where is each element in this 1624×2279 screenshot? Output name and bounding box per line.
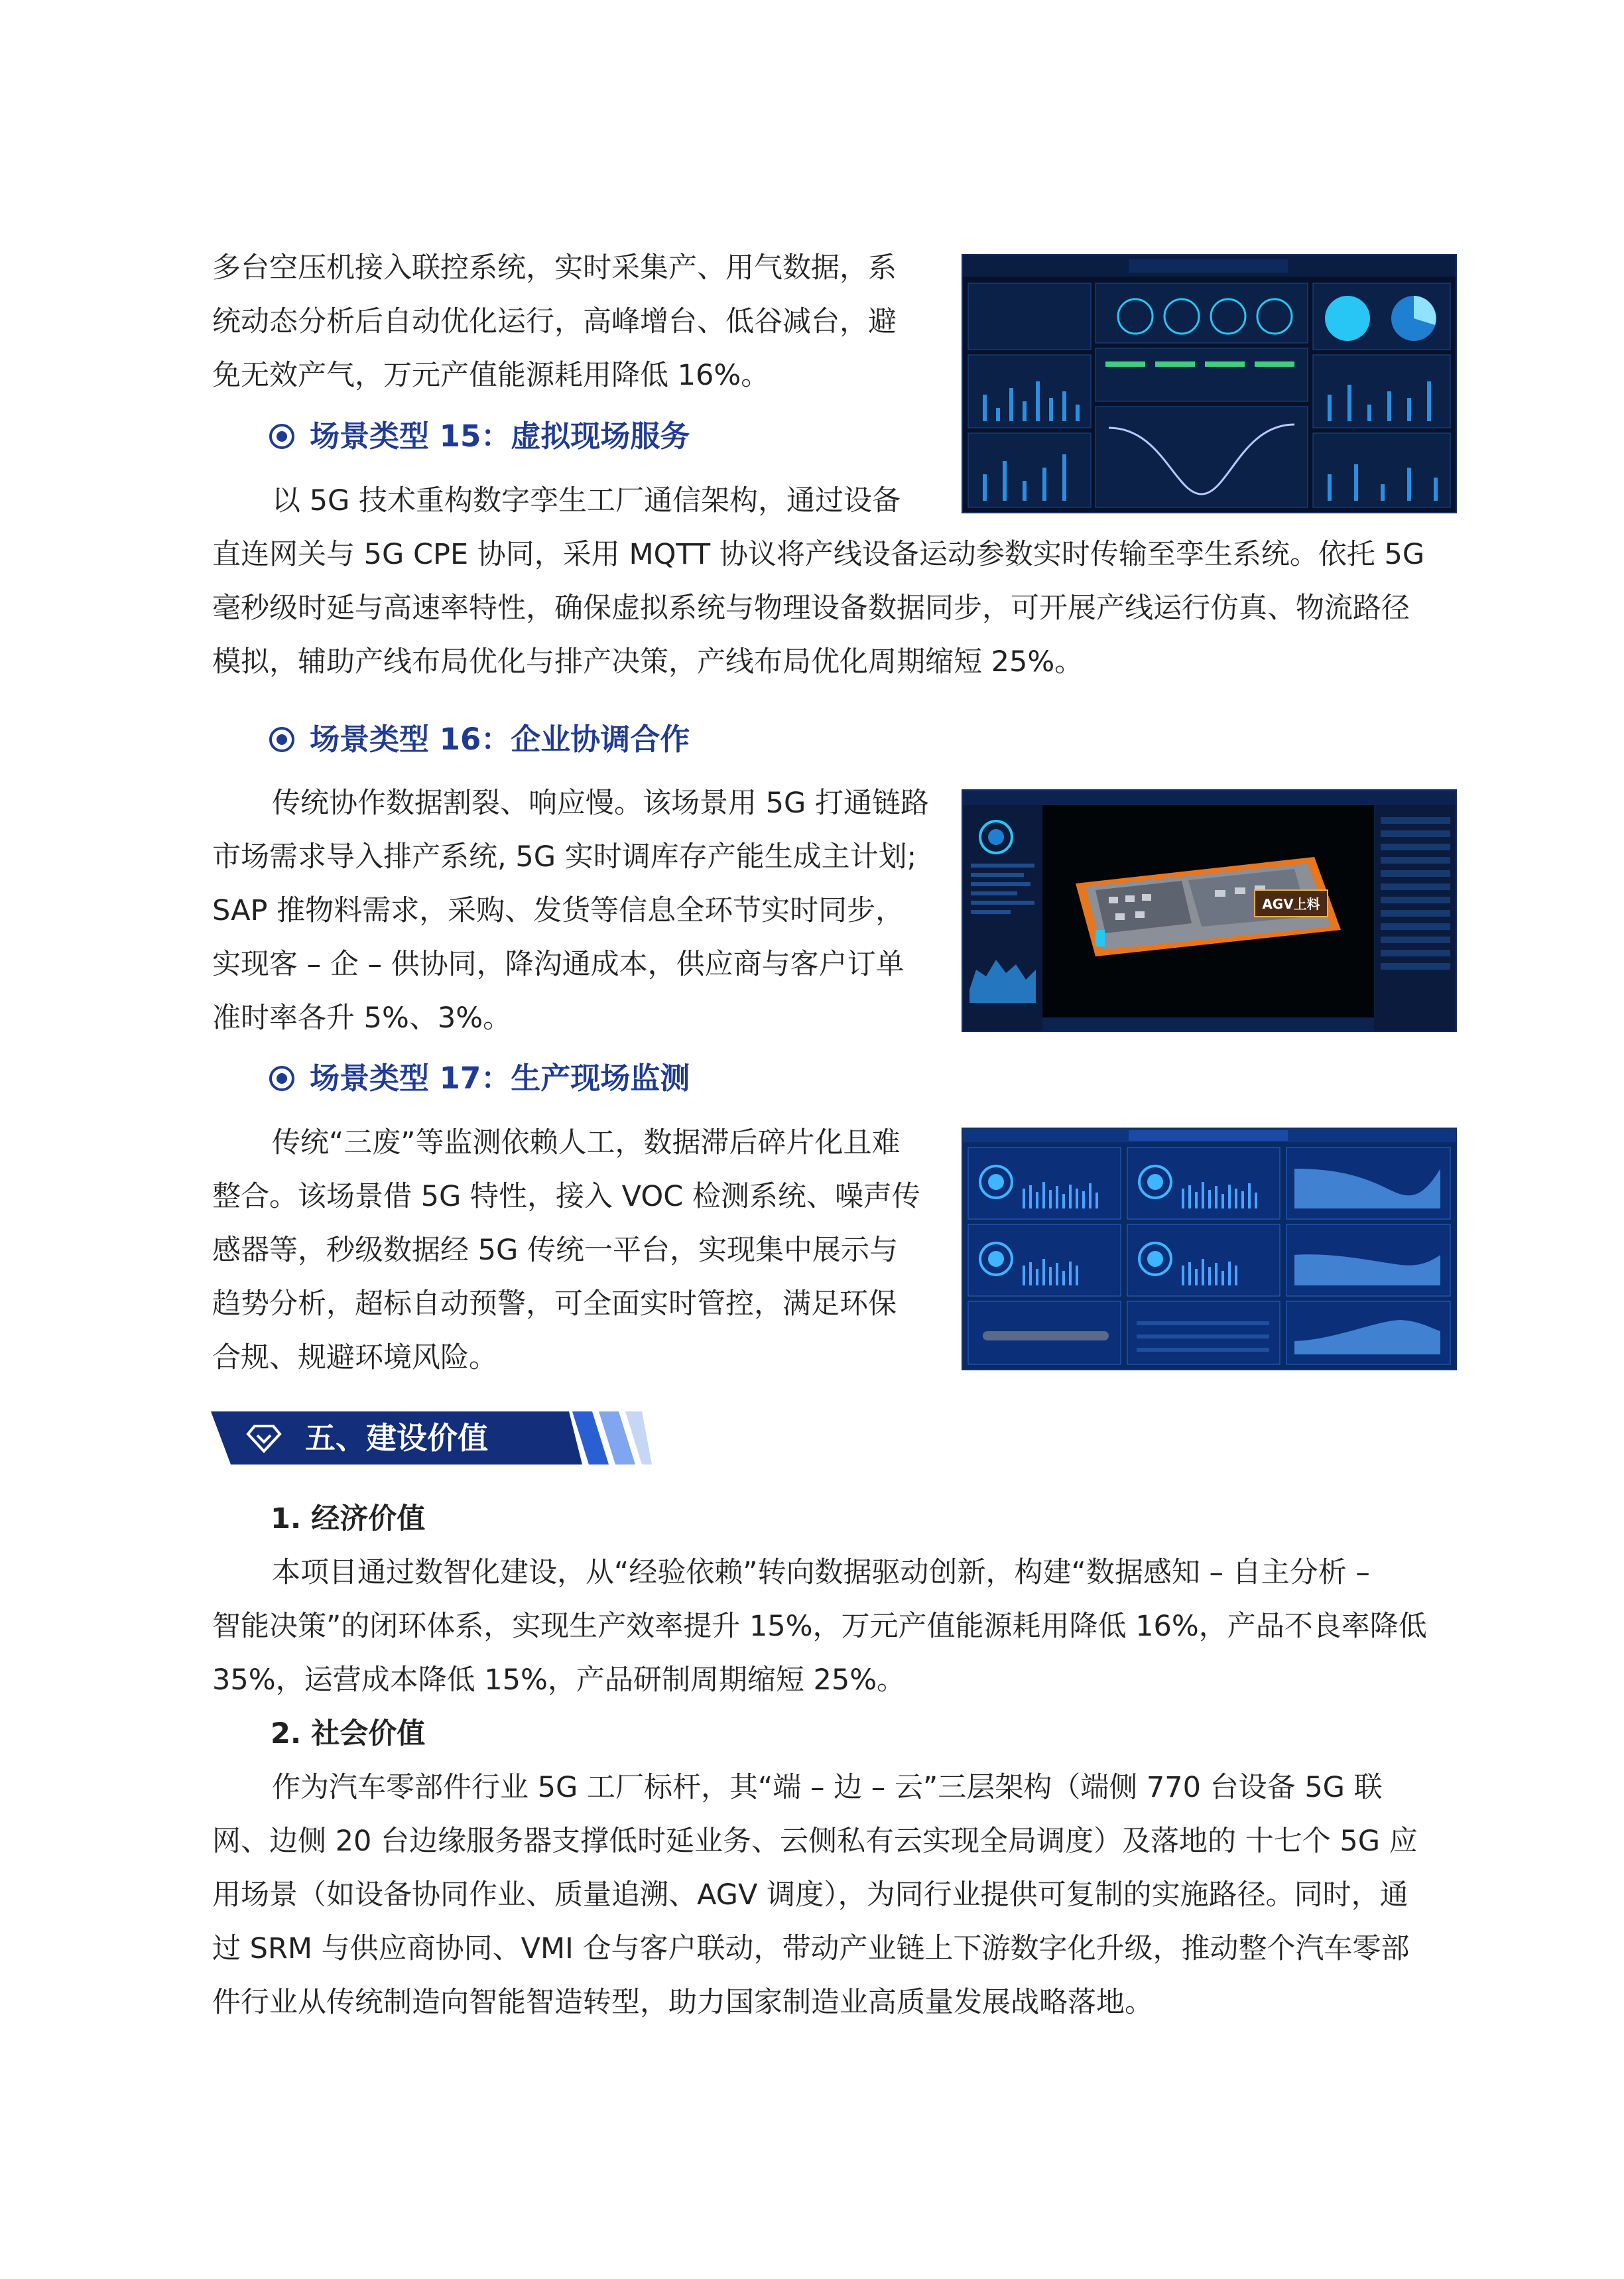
section-title: 五、建设价值	[305, 1420, 488, 1456]
agv-feeding-label: AGV上料	[1262, 896, 1320, 912]
econ-line-3: 35%，运营成本降低 15%，产品研制周期缩短 25%。	[212, 1663, 906, 1697]
scene17-line-4: 趋势分析，超标自动预警，可全面实时管控，满足环保	[212, 1287, 897, 1321]
social-heading: 2. 社会价值	[271, 1717, 426, 1750]
scene16-line-5: 准时率各升 5%、3%。	[212, 1002, 512, 1035]
scene16-line-3: SAP 推物料需求，采购、发货等信息全环节实时同步，	[212, 894, 905, 927]
section-banner	[211, 1411, 652, 1465]
scene17-line-1: 传统“三废”等监测依赖人工，数据滞后碎片化且难	[272, 1126, 901, 1159]
scene15-line-3: 毫秒级时延与高速率特性，确保虚拟系统与物理设备数据同步，可开展产线运行仿真、物流路径	[212, 592, 1410, 625]
environment-monitor-screenshot	[962, 1128, 1457, 1370]
scene16-line-4: 实现客 – 企 – 供协同，降沟通成本，供应商与客户订单	[212, 948, 905, 981]
scene16-line-1: 传统协作数据割裂、响应慢。该场景用 5G 打通链路	[272, 787, 930, 820]
scene17-line-2: 整合。该场景借 5G 特性，接入 VOC 检测系统、噪声传	[212, 1180, 920, 1213]
econ-heading: 1. 经济价值	[271, 1502, 426, 1535]
intro-line-1: 多台空压机接入联控系统，实时采集产、用气数据，系	[212, 251, 897, 285]
agv-twin-screenshot	[962, 789, 1457, 1032]
scene15-line-1: 以 5G 技术重构数字孪生工厂通信架构，通过设备	[272, 484, 901, 517]
scene15-line-2: 直连网关与 5G CPE 协同，采用 MQTT 协议将产线设备运动参数实时传输至孪生系统。依托 5G	[212, 538, 1425, 571]
scene15-line-4: 模拟，辅助产线布局优化与排产决策，产线布局优化周期缩短 25%。	[212, 645, 1084, 679]
social-line-2: 网、边侧 20 台边缘服务器支撑低时延业务、云侧私有云实现全局调度）及落地的 十七个 5G 应	[212, 1825, 1418, 1858]
target-bullet-icon	[269, 1065, 295, 1092]
econ-line-1: 本项目通过数智化建设，从“经验依赖”转向数据驱动创新，构建“数据感知 – 自主分析 –	[272, 1556, 1370, 1589]
target-bullet-icon	[269, 726, 295, 753]
scene16-heading-text: 场景类型 16：企业协调合作	[310, 722, 690, 757]
scene15-heading	[269, 417, 690, 456]
intro-line-2: 统动态分析后自动优化运行，高峰增台、低谷减台，避	[212, 305, 897, 338]
social-line-3: 用场景（如设备协同作业、质量追溯、AGV 调度），为同行业提供可复制的实施路径。同时，通	[212, 1878, 1408, 1912]
scene17-line-3: 感器等，秒级数据经 5G 传统一平台，实现集中展示与	[212, 1234, 899, 1267]
energy-dashboard-screenshot	[962, 254, 1457, 513]
scene16-line-2: 市场需求导入排产系统, 5G 实时调库存产能生成主计划;	[212, 840, 917, 874]
target-bullet-icon	[269, 423, 295, 450]
scene17-heading	[269, 1059, 690, 1098]
scene17-line-5: 合规、规避环境风险。	[212, 1341, 497, 1374]
social-line-4: 过 SRM 与供应商协同、VMI 仓与客户联动，带动产业链上下游数字化升级，推动整个汽车零部	[212, 1932, 1410, 1965]
econ-line-2: 智能决策”的闭环体系，实现生产效率提升 15%，万元产值能源耗用降低 16%，产品不良率降低	[212, 1610, 1427, 1643]
scene16-heading	[269, 720, 690, 759]
scene17-heading-text: 场景类型 17：生产现场监测	[310, 1061, 690, 1096]
intro-line-3: 免无效产气，万元产值能源耗用降低 16%。	[212, 359, 770, 392]
scene15-heading-text: 场景类型 15：虚拟现场服务	[310, 419, 690, 454]
social-line-5: 件行业从传统制造向智能智造转型，助力国家制造业高质量发展战略落地。	[212, 1986, 1153, 2019]
social-line-1: 作为汽车零部件行业 5G 工厂标杆，其“端 – 边 – 云”三层架构（端侧 770 台设备 5G 联	[272, 1771, 1383, 1804]
